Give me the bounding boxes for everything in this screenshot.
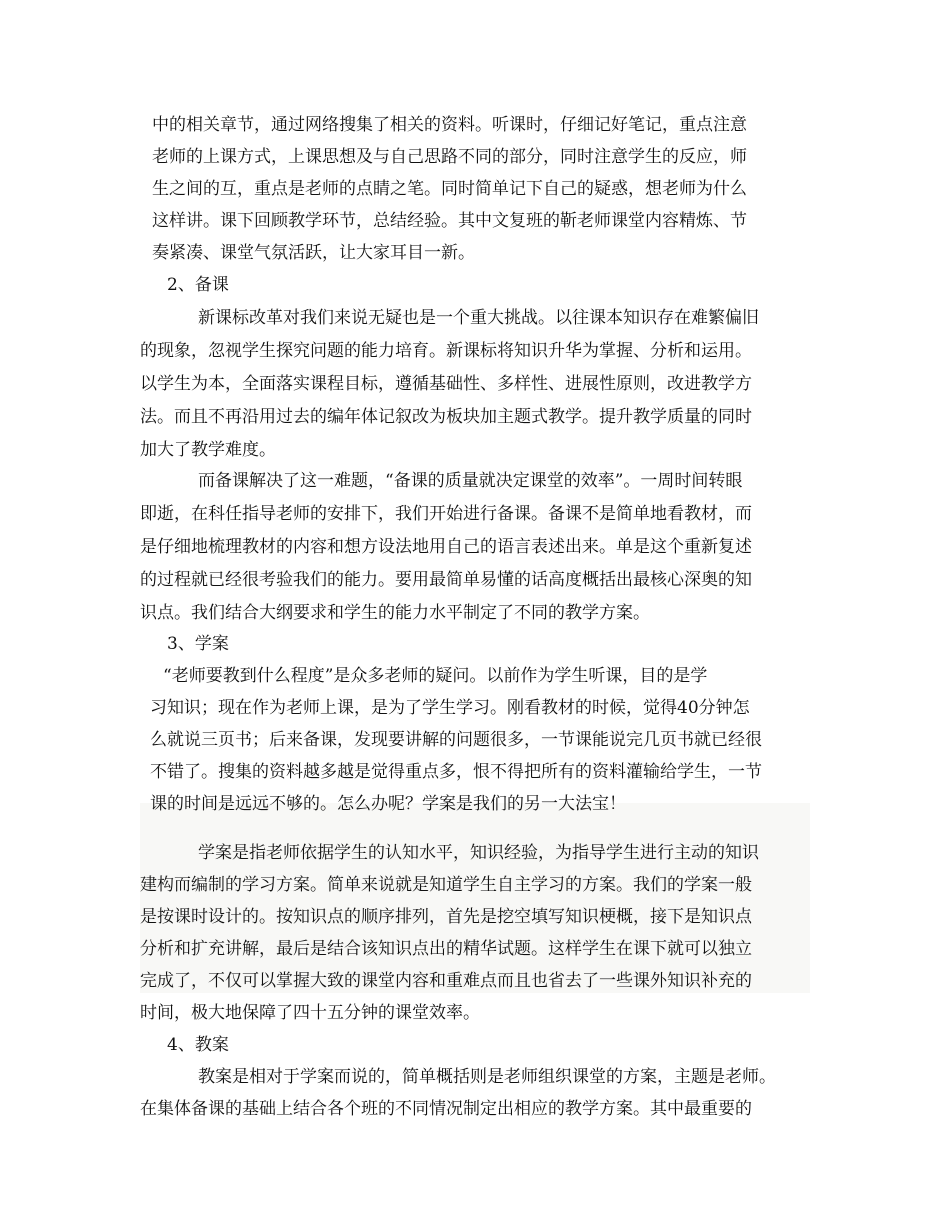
s3-p2-line-2: 建构而编制的学习方案。简单来说就是知道学生自主学习的方案。我们的学案一般 <box>140 875 752 895</box>
s2-p2-line-4: 的过程就已经很考验我们的能力。要用最简单易懂的话高度概括出最核心深奥的知 <box>140 570 752 590</box>
s2-p2-line-3: 是仔细地梳理教材的内容和想方设法地用自己的语言表述出来。单是这个重新复述 <box>140 537 752 557</box>
intro-line-4: 这样讲。课下回顾教学环节，总结经验。其中文复班的靳老师课堂内容精炼、节 <box>152 211 747 231</box>
s3-p1-line-2: 习知识；现在作为老师上课，是为了学生学习。刚看教材的时候，觉得40分钟怎 <box>150 698 750 718</box>
s4-p1-line-2: 在集体备课的基础上结合各个班的不同情况制定出相应的教学方案。其中最重要的 <box>140 1099 752 1119</box>
s2-p1-line-2: 的现象，忽视学生探究问题的能力培育。新课标将知识升华为掌握、分析和运用。 <box>140 341 752 361</box>
s3-p2-line-1: 学案是指老师依据学生的认知水平，知识经验，为指导学生进行主动的知识 <box>198 843 759 863</box>
intro-line-1: 中的相关章节，通过网络搜集了相关的资料。听课时，仔细记好笔记，重点注意 <box>152 115 747 135</box>
s2-p1-line-3: 以学生为本，全面落实课程目标，遵循基础性、多样性、进展性原则，改进教学方 <box>140 374 752 394</box>
s2-p2-line-2: 即逝，在科任指导老师的安排下，我们开始进行备课。备课不是简单地看教材，而 <box>140 504 752 524</box>
s2-p1-line-4: 法。而且不再沿用过去的编年体记叙改为板块加主题式教学。提升教学质量的同时 <box>140 407 752 427</box>
s3-p1-line-3: 么就说三页书；后来备课，发现要讲解的问题很多，一节课能说完几页书就已经很 <box>150 730 762 750</box>
s3-p2-line-3: 是按课时设计的。按知识点的顺序排列，首先是挖空填写知识梗概，接下是知识点 <box>140 907 752 927</box>
shaded-background <box>140 803 810 993</box>
s3-p1-line-1: “老师要教到什么程度”是众多老师的疑问。以前作为学生听课，目的是学 <box>163 666 708 686</box>
s3-p2-line-5: 完成了，不仅可以掌握大致的课堂内容和重难点而且也省去了一些课外知识补充的 <box>140 971 752 991</box>
intro-line-3: 生之间的互，重点是老师的点睛之笔。同时简单记下自己的疑惑，想老师为什么 <box>152 179 747 199</box>
s3-p1-line-5: 课的时间是远远不够的。怎么办呢？学案是我们的另一大法宝！ <box>150 794 626 814</box>
s2-p2-line-5: 识点。我们结合大纲要求和学生的能力水平制定了不同的教学方案。 <box>140 603 650 623</box>
s4-p1-line-1: 教案是相对于学案而说的，简单概括则是老师组织课堂的方案，主题是老师。 <box>198 1067 776 1087</box>
section-heading-3: 3、学案 <box>167 634 229 654</box>
section-heading-4: 4、教案 <box>167 1035 229 1055</box>
section-heading-2: 2、备课 <box>167 275 229 295</box>
s2-p1-line-1: 新课标改革对我们来说无疑也是一个重大挑战。以往课本知识存在难繁偏旧 <box>198 308 759 328</box>
intro-line-2: 老师的上课方式，上课思想及与自己思路不同的部分，同时注意学生的反应，师 <box>152 147 747 167</box>
s3-p2-line-4: 分析和扩充讲解，最后是结合该知识点出的精华试题。这样学生在课下就可以独立 <box>140 939 752 959</box>
s3-p2-line-6: 时间，极大地保障了四十五分钟的课堂效率。 <box>140 1003 480 1023</box>
intro-line-5: 奏紧凑、课堂气氛活跃，让大家耳目一新。 <box>152 243 475 263</box>
s2-p2-line-1: 而备课解决了这一难题，“备课的质量就决定课堂的效率”。一周时间转眼 <box>198 471 743 491</box>
s2-p1-line-5: 加大了教学难度。 <box>140 440 276 460</box>
s3-p1-line-4: 不错了。搜集的资料越多越是觉得重点多，恨不得把所有的资料灌输给学生，一节 <box>150 762 762 782</box>
